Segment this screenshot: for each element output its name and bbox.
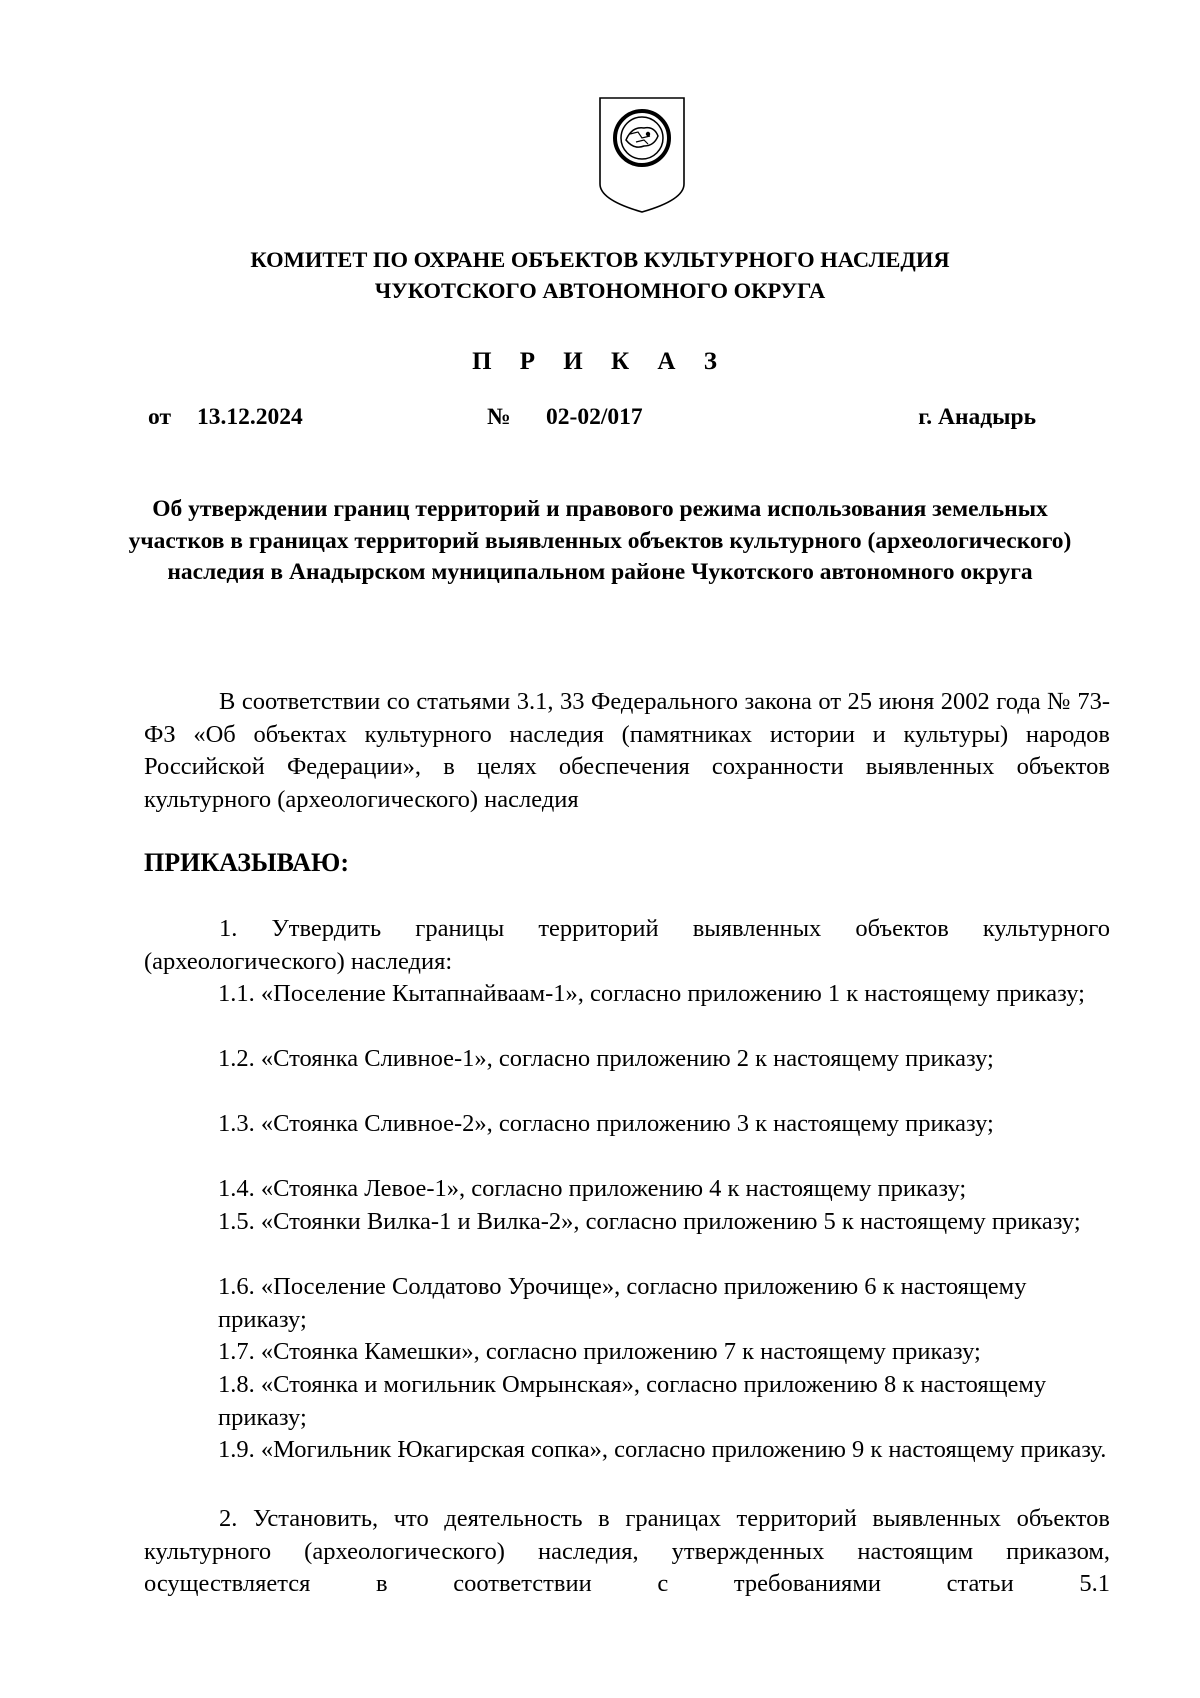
date-prefix: от — [148, 404, 171, 430]
subitem-1-4: 1.4. «Стоянка Левое-1», согласно приложению 4 к настоящему приказу; — [218, 1175, 967, 1202]
subitem-1-3: 1.3. «Стоянка Сливное-2», согласно приложению 3 к настоящему приказу; — [218, 1110, 994, 1137]
document-type: П Р И К А З — [472, 348, 728, 375]
preamble-paragraph: В соответствии со статьями 3.1, 33 Федерального закона от 25 июня 2002 года № 73-ФЗ «Об объектах культурного наследия (памятниках истории и культуры) народов Российской Федерации», в целях обеспечения сохранности выявленных объектов культурного (археологического) наследия — [144, 688, 1110, 813]
subitem-1-8: 1.8. «Стоянка и могильник Омрынская», согласно приложению 8 к настоящему приказу; — [218, 1371, 1047, 1431]
subitem-1-1: 1.1. «Поселение Кытапнайваам-1», согласно приложению 1 к настоящему приказу; — [218, 980, 1085, 1007]
order-item-2: 2. Установить, что деятельность в границах территорий выявленных объектов культурного (археологического) наследия, утвержденных настоящим приказом, осуществляется в соответствии с требованиями статьи 5.1 — [144, 1505, 1110, 1597]
number-prefix: № — [487, 404, 511, 430]
organization-line-2: ЧУКОТСКОГО АВТОНОМНОГО ОКРУГА — [374, 278, 826, 303]
subitem-1-9: 1.9. «Могильник Юкагирская сопка», согласно приложению 9 к настоящему приказу. — [218, 1436, 1107, 1463]
order-heading: ПРИКАЗЫВАЮ: — [144, 848, 349, 877]
coat-of-arms-icon — [598, 96, 686, 214]
organization-line-1: КОМИТЕТ ПО ОХРАНЕ ОБЪЕКТОВ КУЛЬТУРНОГО НАСЛЕДИЯ — [250, 247, 950, 272]
subitem-1-7: 1.7. «Стоянка Камешки», согласно приложению 7 к настоящему приказу; — [218, 1338, 981, 1365]
organization-name — [0, 244, 1200, 306]
document-subject: Об утверждении границ территорий и правового режима использования земельных участков в границах территорий выявленных объектов культурного (археологического) наследия в Анадырском муниципальном районе Чукотского автономного округа — [128, 496, 1072, 585]
document-city: г. Анадырь — [918, 404, 1036, 430]
document-number: 02-02/017 — [546, 404, 643, 430]
subitem-1-2: 1.2. «Стоянка Сливное-1», согласно приложению 2 к настоящему приказу; — [218, 1045, 994, 1072]
subitem-1-6: 1.6. «Поселение Солдатово Урочище», согласно приложению 6 к настоящему приказу; — [218, 1273, 1027, 1333]
order-item-1: 1. Утвердить границы территорий выявленных объектов культурного (археологического) наследия: — [144, 915, 1110, 975]
subitem-1-5: 1.5. «Стоянки Вилка-1 и Вилка-2», согласно приложению 5 к настоящему приказу; — [218, 1208, 1081, 1235]
document-date: 13.12.2024 — [197, 404, 303, 430]
